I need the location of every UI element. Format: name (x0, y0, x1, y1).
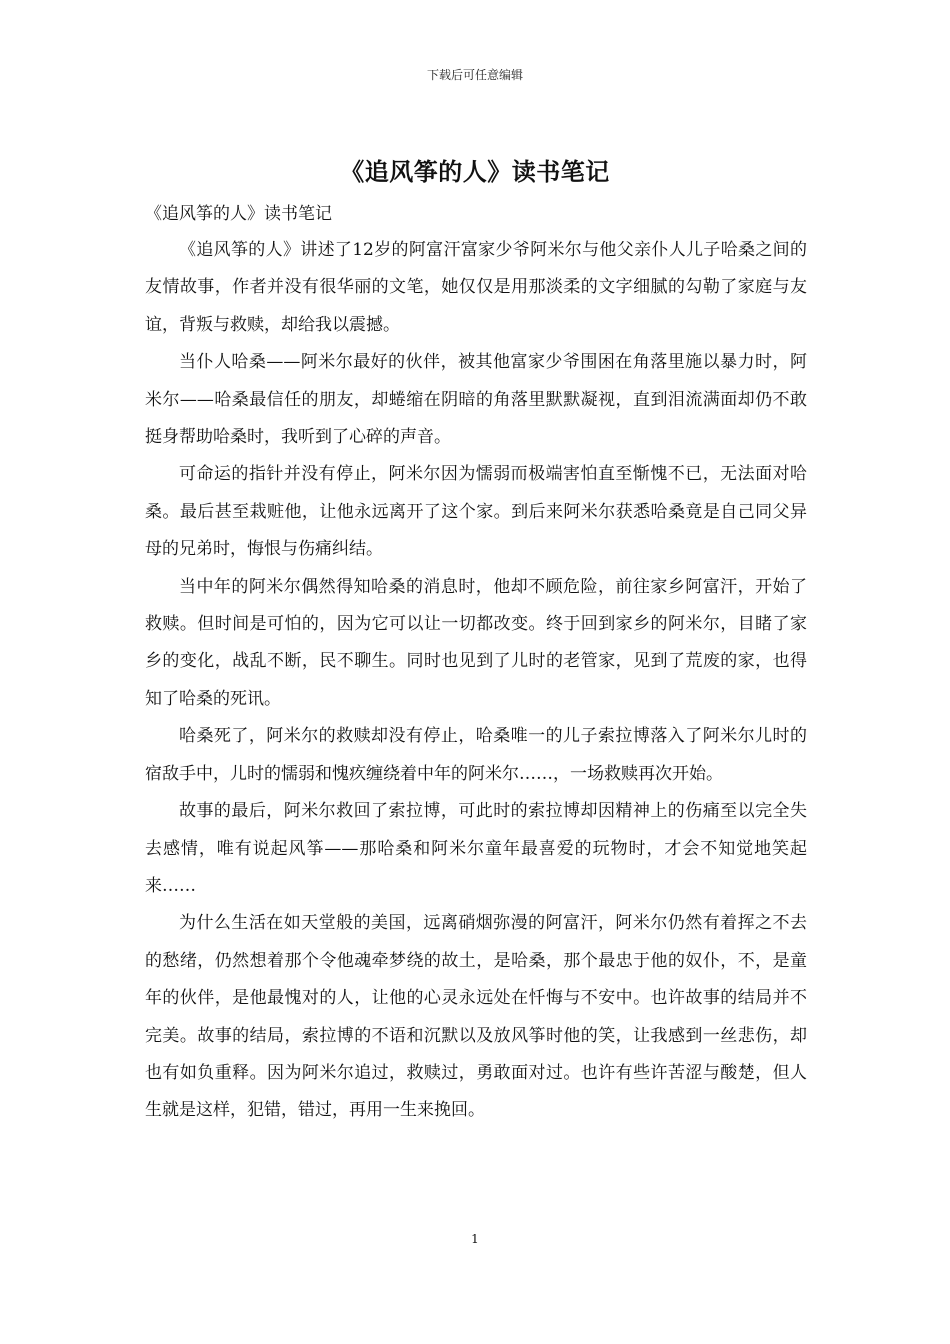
paragraph: 当中年的阿米尔偶然得知哈桑的消息时，他却不顾危险，前往家乡阿富汗，开始了救赎。但时间是可怕的，因为它可以让一切都改变。终于回到家乡的阿米尔，目睹了家乡的变化，战乱不断，民不聊生。同时也见到了儿时的老管家，见到了荒废的家，也得知了哈桑的死讯。 (145, 576, 807, 709)
page-number: 1 (471, 1232, 479, 1246)
paragraph: 《追风筝的人》讲述了12岁的阿富汗富家少爷阿米尔与他父亲仆人儿子哈桑之间的友情故事，作者并没有很华丽的文笔，她仅仅是用那淡柔的文字细腻的勾勒了家庭与友谊，背叛与救赎，却给我以震撼。 (145, 240, 807, 335)
page-header: 下载后可任意编辑 (426, 68, 523, 82)
paragraph: 故事的最后，阿米尔救回了索拉博，可此时的索拉博却因精神上的伤痛至以完全失去感情，唯有说起风筝——那哈桑和阿米尔童年最喜爱的玩物时，才会不知觉地笑起来…… (145, 801, 807, 896)
paragraph: 可命运的指针并没有停止，阿米尔因为懦弱而极端害怕直至惭愧不已，无法面对哈桑。最后甚至栽赃他，让他永远离开了这个家。到后来阿米尔获悉哈桑竟是自己同父异母的兄弟时，悔恨与伤痛纠结。 (145, 464, 807, 560)
document-subtitle: 《追风筝的人》读书笔记 (145, 204, 332, 224)
paragraph: 当仆人哈桑——阿米尔最好的伙伴，被其他富家少爷围困在角落里施以暴力时，阿米尔——哈桑最信任的朋友，却蜷缩在阴暗的角落里默默凝视，直到泪流满面却仍不敢挺身帮助哈桑时，我听到了心碎的声音。 (145, 352, 807, 448)
paragraph: 哈桑死了，阿米尔的救赎却没有停止，哈桑唯一的儿子索拉博落入了阿米尔儿时的宿敌手中，儿时的懦弱和愧疚缠绕着中年的阿米尔……，一场救赎再次开始。 (145, 726, 807, 784)
paragraph: 为什么生活在如天堂般的美国，远离硝烟弥漫的阿富汗，阿米尔仍然有着挥之不去的愁绪，仍然想着那个令他魂牵梦绕的故土，是哈桑，那个最忠于他的奴仆，不，是童年的伙伴，是他最愧对的人，让他的心灵永远处在忏悔与不安中。也许故事的结局并不完美。故事的结局，索拉博的不语和沉默以及放风筝时他的笑，让我感到一丝悲伤，却也有如负重释。因为阿米尔追过，救赎过，勇敢面对过。也许有些许苦涩与酸楚，但人生就是这样，犯错，错过，再用一生来挽回。 (145, 913, 807, 1121)
document-body (145, 232, 807, 1130)
document-title: 《追风筝的人》读书笔记 (340, 157, 610, 186)
